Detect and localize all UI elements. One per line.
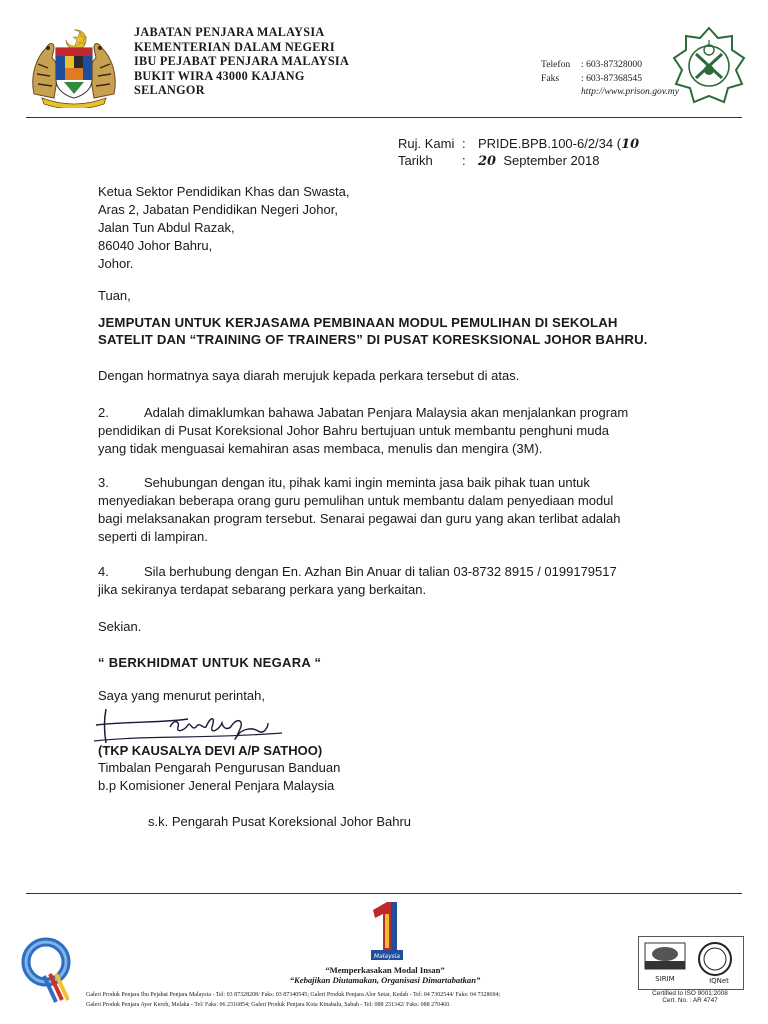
footer-gallery-addresses (86, 991, 626, 1011)
reference-block: Ruj. Kami : PRIDE.BPB.100-6/2/34 (10 Tarikh : 20 September 2018 (398, 136, 640, 169)
paragraph-3 (98, 474, 688, 546)
cc-line: s.k. Pengarah Pusat Koreksional Johor Bahru (148, 814, 412, 829)
paragraph-line: pendidikan di Pusat Koreksional Johor Bahru bertujuan untuk membantu penghuni muda (98, 423, 609, 438)
org-line: JABATAN PENJARA MALAYSIA (134, 25, 325, 39)
paragraph-line: jika sekiranya terdapat sebarang perkara yang berkaitan. (98, 582, 427, 597)
recipient-line: Johor. (98, 256, 134, 271)
org-line: SELANGOR (134, 83, 205, 98)
paragraph-number: 3. (98, 475, 109, 490)
ref-number: PRIDE.BPB.100-6/2/34 ( (478, 136, 622, 151)
paragraph-4 (98, 563, 688, 599)
recipient-line: Ketua Sektor Pendidikan Khas dan Swasta, (98, 184, 350, 199)
header-divider (26, 117, 742, 118)
svg-text:Malaysia: Malaysia (373, 953, 401, 960)
date-label: Tarikh (398, 153, 433, 168)
recipient-line: Jalan Tun Abdul Razak, (98, 220, 235, 235)
contact-info (541, 58, 679, 99)
svg-text:IQNet: IQNet (709, 977, 729, 985)
signer-title: Timbalan Pengarah Pengurusan Banduan (98, 760, 341, 775)
1malaysia-logo-icon (367, 900, 407, 962)
recipient-address (98, 183, 350, 273)
footer-slogans (240, 965, 530, 985)
date-month-year: September 2018 (503, 153, 600, 168)
slogan-line: “Kebajikan Diutamakan, Organisasi Dimartabatkan” (289, 975, 481, 985)
sirim-iqnet-certification-icon (638, 936, 744, 990)
fax-label: Faks (541, 72, 560, 84)
org-line: IBU PEJABAT PENJARA MALAYSIA (134, 54, 350, 69)
paragraph-line: Adalah dimaklumkan bahawa Jabatan Penjara Malaysia akan menjalankan program (144, 405, 629, 420)
paragraph-line: seperti di lampiran. (98, 529, 208, 544)
cert-line: Cert. No. : AR 4747 (662, 997, 718, 1005)
recipient-line: Aras 2, Jabatan Pendidikan Negeri Johor, (98, 202, 338, 217)
opening-sentence: Dengan hormatnya saya diarah merujuk kepada perkara tersebut di atas. (98, 368, 520, 383)
fax-value: : 603-87368545 (581, 72, 643, 84)
recipient-line: 86040 Johor Bahru, (98, 238, 213, 253)
letter-subject (98, 314, 678, 348)
paragraph-line: yang tidak menguasai kemahiran asas membaca, menulis dan mengira (3M). (98, 441, 543, 456)
paragraph-line: Sila berhubung dengan En. Azhan Bin Anuar di talian 03-8732 8915 / 0199179517 (144, 564, 617, 579)
paragraph-line: Sehubungan dengan itu, pihak kami ingin meminta jasa baik pihak tuan untuk (144, 475, 590, 490)
malaysia-coat-of-arms-icon (28, 28, 120, 108)
footer-address-line: Galeri Produk Penjara Ibu Pejabat Penjara Malaysia - Tel: 03 87328208/ Faks: 03 87340545; Galeri Produk Penjara Alor Setar, Kedah - Tel: 04 7302544/ Faks: 04 7328694; (86, 992, 501, 998)
yours-faithfully: Saya yang menurut perintah, (98, 688, 265, 703)
cert-line: Certified to ISO 9001:2008 (652, 990, 728, 997)
paragraph-line: bagi melaksanakan program tersebut. Senarai pegawai dan guru yang akan terlibat adalah (98, 511, 621, 526)
signer-title: b.p Komisioner Jeneral Penjara Malaysia (98, 778, 335, 793)
signer-name: (TKP KAUSALYA DEVI A/P SATHOO) (98, 743, 323, 758)
certification-text (640, 990, 740, 1004)
org-line: KEMENTERIAN DALAM NEGERI (134, 39, 335, 54)
ref-label: Ruj. Kami (398, 136, 455, 151)
handwritten-signature-icon (92, 705, 292, 747)
website-link[interactable]: http://www.prison.gov.my (581, 86, 679, 97)
prison-department-emblem-icon (672, 26, 746, 108)
org-line: BUKIT WIRA 43000 KAJANG (134, 68, 305, 83)
closing: Sekian. (98, 619, 142, 634)
slogan-line: “Memperkasakan Modal Insan” (325, 965, 445, 975)
salutation: Tuan, (98, 288, 131, 303)
paragraph-2 (98, 404, 688, 458)
phone-label: Telefon (541, 59, 571, 70)
motto: “ BERKHIDMAT UNTUK NEGARA “ (98, 655, 322, 670)
svg-text:SIRIM: SIRIM (655, 975, 675, 983)
paragraph-line: menyediakan beberapa orang guru pemulihan untuk membantu dalam penyediaan modul (98, 493, 614, 508)
subject-line: JEMPUTAN UNTUK KERJASAMA PEMBINAAN MODUL PEMULIHAN DI SEKOLAH (98, 315, 618, 330)
organisation-address (134, 25, 349, 98)
subject-line: SATELIT DAN “TRAINING OF TRAINERS” DI PUSAT KORESKSIONAL JOHOR BAHRU. (98, 332, 648, 347)
paragraph-number: 2. (98, 405, 109, 420)
paragraph-number: 4. (98, 564, 109, 579)
date-handwritten-day: 20 (478, 154, 497, 169)
phone-value: : 603-87328000 (581, 59, 643, 70)
quality-q-logo-icon (20, 934, 76, 1004)
footer-divider (26, 893, 742, 894)
footer-address-line: Galeri Produk Penjara Ayer Keroh, Melaka - Tel/ Faks: 06 2316854; Galeri Produk Penjara Kota Kinabalu, Sabah - Tel: 088 231342/ Faks: 088 270460. (86, 1001, 451, 1008)
ref-handwritten-number: 10 (621, 137, 640, 152)
